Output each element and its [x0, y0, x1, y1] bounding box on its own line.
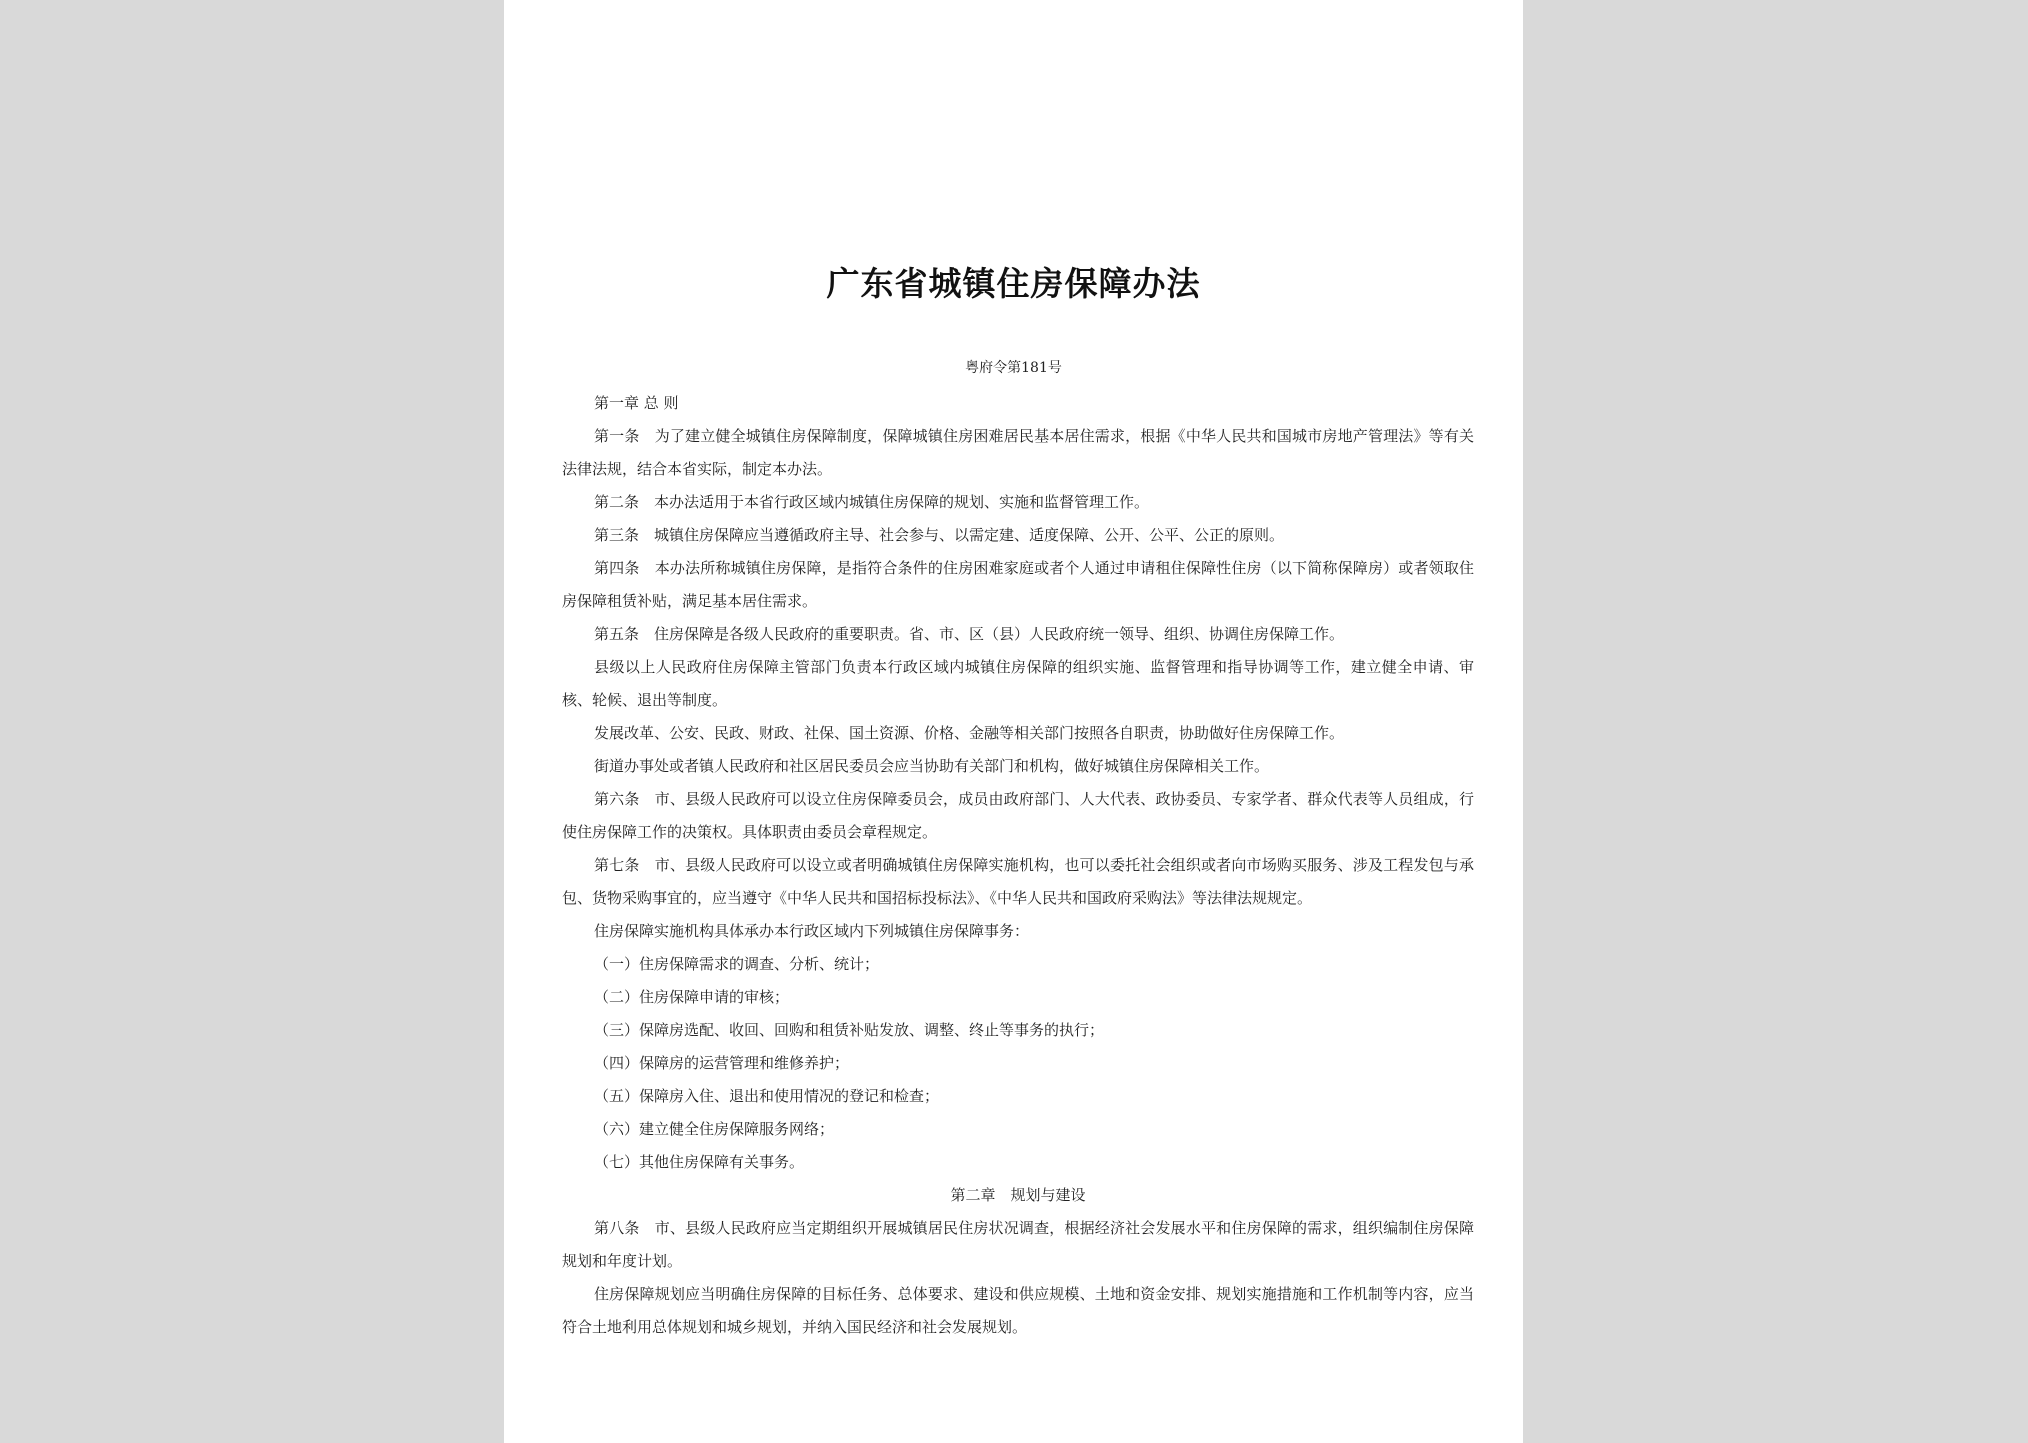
list-item-2: （二）住房保障申请的审核；: [594, 988, 790, 1006]
list-item-4: （四）保障房的运营管理和维修养护；: [594, 1054, 850, 1072]
paragraph-article-1: 第一条 为了建立健全城镇住房保障制度，保障城镇住房困难居民基本居住需求，根据《中华人民共和国城市房地产管理法》等有关法律法规，结合本省实际，制定本办法。: [562, 427, 1474, 478]
list-item-1: （一）住房保障需求的调查、分析、统计；: [594, 955, 880, 973]
paragraph-article-2: 第二条 本办法适用于本省行政区域内城镇住房保障的规划、实施和监督管理工作。: [594, 493, 1150, 511]
paragraph-article-4: 第四条 本办法所称城镇住房保障，是指符合条件的住房困难家庭或者个人通过申请租住保障性住房（以下简称保障房）或者领取住房保障租赁补贴，满足基本居住需求。: [562, 559, 1474, 610]
document-body: [562, 387, 1474, 1344]
paragraph-article-8: 第八条 市、县级人民政府应当定期组织开展城镇居民住房状况调查，根据经济社会发展水平和住房保障的需求，组织编制住房保障规划和年度计划。: [562, 1219, 1474, 1270]
paragraph-article-5: 第五条 住房保障是各级人民政府的重要职责。省、市、区（县）人民政府统一领导、组织、协调住房保障工作。: [594, 625, 1345, 643]
paragraph-article-5-clause-2: 县级以上人民政府住房保障主管部门负责本行政区域内城镇住房保障的组织实施、监督管理和指导协调等工作，建立健全申请、审核、轮候、退出等制度。: [562, 658, 1474, 709]
paragraph-article-7: 第七条 市、县级人民政府可以设立或者明确城镇住房保障实施机构，也可以委托社会组织或者向市场购买服务、涉及工程发包与承包、货物采购事宜的，应当遵守《中华人民共和国招标投标法》、《中华人民共和国政府采购法》等法律法规规定。: [562, 856, 1474, 907]
document-page: [504, 0, 1523, 1443]
list-item-3: （三）保障房选配、收回、回购和租赁补贴发放、调整、终止等事务的执行；: [594, 1021, 1105, 1039]
list-item-6: （六）建立健全住房保障服务网络；: [594, 1120, 835, 1138]
paragraph-article-3: 第三条 城镇住房保障应当遵循政府主导、社会参与、以需定建、适度保障、公开、公平、公正的原则。: [594, 526, 1285, 544]
list-item-7: （七）其他住房保障有关事务。: [594, 1153, 805, 1171]
paragraph-article-7-clause-2: 住房保障实施机构具体承办本行政区域内下列城镇住房保障事务：: [594, 922, 1030, 940]
chapter-2-heading: 第二章 规划与建设: [950, 1186, 1086, 1204]
paragraph-article-8-clause-2: 住房保障规划应当明确住房保障的目标任务、总体要求、建设和供应规模、土地和资金安排、规划实施措施和工作机制等内容，应当符合土地利用总体规划和城乡规划，并纳入国民经济和社会发展规划。: [562, 1285, 1474, 1336]
document-title: 广东省城镇住房保障办法: [826, 264, 1201, 303]
document-number: 粤府令第181号: [965, 360, 1062, 376]
paragraph-article-6: 第六条 市、县级人民政府可以设立住房保障委员会，成员由政府部门、人大代表、政协委员、专家学者、群众代表等人员组成，行使住房保障工作的决策权。具体职责由委员会章程规定。: [562, 790, 1474, 841]
paragraph-chapter-1: 第一章 总 则: [594, 394, 679, 412]
paragraph-article-5-clause-4: 街道办事处或者镇人民政府和社区居民委员会应当协助有关部门和机构，做好城镇住房保障相关工作。: [594, 757, 1270, 775]
list-item-5: （五）保障房入住、退出和使用情况的登记和检查；: [594, 1087, 940, 1105]
paragraph-article-5-clause-3: 发展改革、公安、民政、财政、社保、国土资源、价格、金融等相关部门按照各自职责，协助做好住房保障工作。: [594, 724, 1345, 742]
